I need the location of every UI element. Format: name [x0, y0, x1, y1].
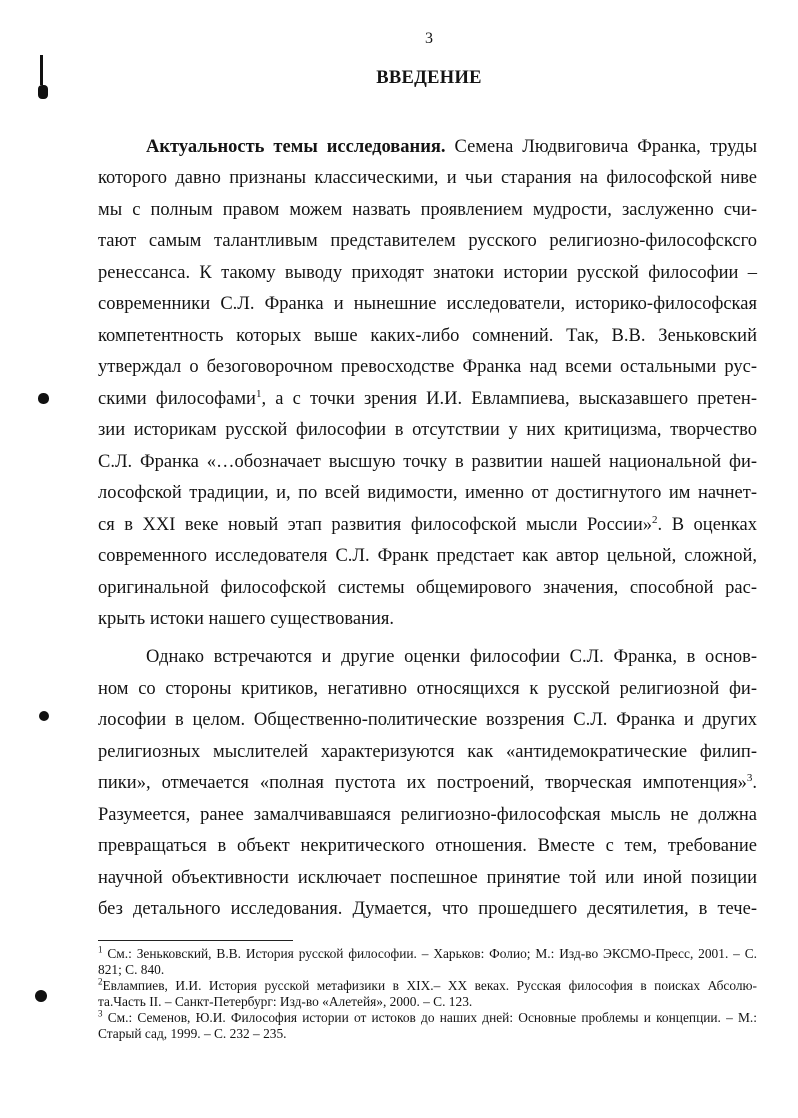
- text-line: превращаться в объект некритического отношения. Вместе с тем, требование: [98, 836, 757, 856]
- footnote-2-cont: та.Часть II. – Санкт-Петербург: Изд-во «Алетейя», 2000. – С. 123.: [98, 994, 473, 1009]
- text-line: ренессанса. К такому выводу приходят знатоки истории русской философии –: [98, 263, 757, 283]
- text-run: пики», отмечается «полная пустота их построений, творческая импотенция»: [98, 773, 747, 793]
- page-title: ВВЕДЕНИЕ: [376, 68, 482, 88]
- scan-mark-icon: [39, 711, 49, 721]
- footnote-3-cont: Старый сад, 1999. – С. 232 – 235.: [98, 1026, 287, 1041]
- text-line: лософии в целом. Общественно-политические воззрения С.Л. Франка и других: [98, 710, 757, 730]
- text-run: , а с точки зрения И.И. Евлампиева, высказавшего претен-: [261, 389, 757, 409]
- scan-mark-icon: [38, 393, 49, 404]
- text-line: утверждал о безоговорочном превосходстве Франка над всеми остальными рус-: [98, 357, 757, 377]
- text-line: ном со стороны критиков, негативно относящихся к русской религиозной фи-: [98, 679, 757, 699]
- text-line: оригинальной философской системы общемирового значения, способной рас-: [98, 578, 757, 598]
- page-number: 3: [425, 30, 433, 47]
- text-line: научной объективности исключает поспешное принятие той или иной позиции: [98, 868, 757, 888]
- footnote-ref-1: 1: [255, 387, 262, 400]
- footnote-3: [98, 1010, 757, 1025]
- text-run: скими философами: [98, 389, 256, 409]
- footnote-1: [98, 946, 757, 961]
- text-line: современного исследователя С.Л. Франк предстает как автор цельной, сложной,: [98, 546, 757, 566]
- text-line: религиозных мыслителей характеризуются как «антидемократические филип-: [98, 742, 757, 762]
- text-line: тают самым талантливым представителем русского религиозно-философсксго: [98, 231, 757, 251]
- text-line: [98, 773, 757, 793]
- text-line: зии историкам русской философии в отсутствии у них критицизма, творчество: [98, 420, 757, 440]
- footnote-2: [98, 978, 757, 993]
- footnote-1-cont: 821; С. 840.: [98, 962, 165, 977]
- text-run: См.: Семенов, Ю.И. Философия истории от истоков до наших дней: Основные проблемы и концепции. – М.:: [102, 1010, 757, 1025]
- text-line: которого давно признаны классическими, и чьи старания на философской ниве: [98, 168, 757, 188]
- text-line: лософской традиции, и, по всей видимости, именно от достигнутого им начнет-: [98, 483, 757, 503]
- text-run: См.: Зеньковский, В.В. История русской философии. – Харьков: Фолио; М.: Изд-во ЭКСМО-Пресс, 2001. – С.: [107, 946, 757, 961]
- footnote-ref-3: 3: [746, 771, 753, 784]
- text-line: без детального исследования. Думается, что прошедшего десятилетия, в тече-: [98, 899, 757, 919]
- scan-mark-icon: [35, 990, 47, 1002]
- text-line: крыть истоки нашего существования.: [98, 609, 395, 629]
- text-run: Евлампиев, И.И. История русской метафизики в XIX.– XX веках. Русская философия в поисках Абсолю-: [102, 978, 757, 993]
- text-line: мы с полным правом можем назвать проявлением мудрости, заслуженно счи-: [98, 200, 757, 220]
- text-line: [146, 137, 757, 157]
- text-line: современники С.Л. Франка и нынешние исследователи, историко-философская: [98, 294, 757, 314]
- text-run: ся в XXI веке новый этап развития философской мысли России»: [98, 515, 653, 535]
- footnote-number: 2: [98, 976, 103, 987]
- text-line: Однако встречаются и другие оценки философии С.Л. Франка, в основ-: [146, 647, 757, 667]
- text-run: . В оценках: [657, 515, 757, 535]
- text-line: С.Л. Франка «…обозначает высшую точку в развитии нашей национальной фи-: [98, 452, 757, 472]
- scan-mark-icon: [38, 85, 48, 99]
- text-run: .: [752, 773, 757, 793]
- scan-mark-icon: [40, 55, 43, 85]
- footnote-number: 3: [98, 1008, 103, 1019]
- text-line: компетентность которых выше каких-либо сомнений. Так, В.В. Зеньковский: [98, 326, 757, 346]
- footnote-separator: [98, 940, 293, 941]
- section-lead: Актуальность темы исследования.: [146, 137, 446, 157]
- footnote-number: 1: [98, 944, 103, 955]
- text-line: Разумеется, ранее замалчивавшаяся религиозно-философская мысль не должна: [98, 805, 757, 825]
- text-line: [98, 389, 757, 409]
- footnote-ref-2: 2: [652, 513, 658, 526]
- text-run: Семена Людвиговича Франка, труды: [454, 137, 758, 157]
- text-line: [98, 515, 757, 535]
